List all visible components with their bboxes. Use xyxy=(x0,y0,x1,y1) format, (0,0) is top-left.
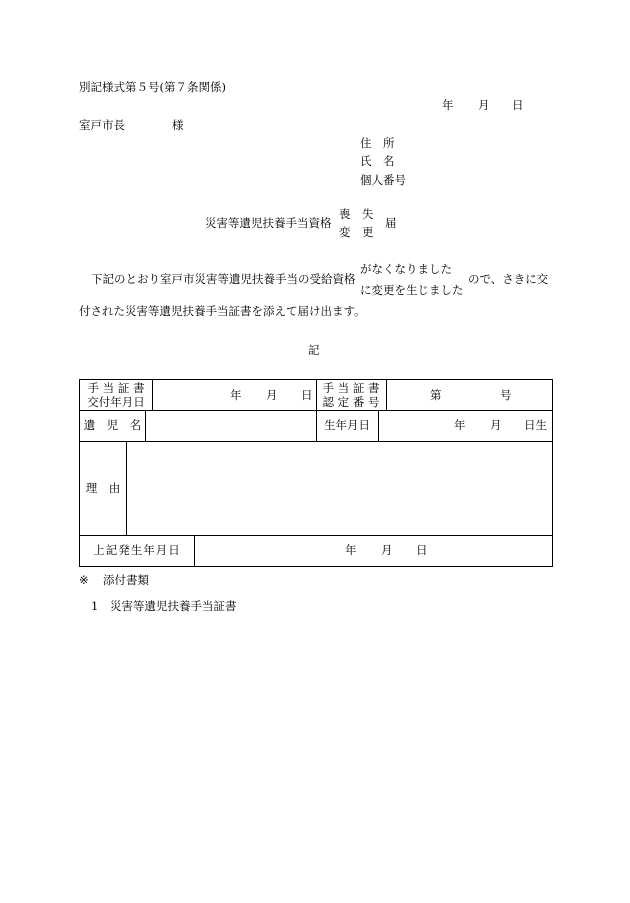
birth-day: 日生 xyxy=(524,418,547,432)
address-label: 住 所 xyxy=(360,136,395,150)
form-title: 災害等遺児扶養手当資格 xyxy=(205,216,332,230)
child-name-label: 遺 児 名 xyxy=(83,418,142,433)
title-option-loss: 喪 失 xyxy=(339,207,374,221)
cert-number-label-line2: 認 定 番 号 xyxy=(322,395,380,409)
cert-date-label-line1: 手 当 証 書 xyxy=(87,380,145,395)
birth-year: 年 xyxy=(454,418,466,432)
id-number-label: 個人番号 xyxy=(360,173,406,187)
body-text-part2: ので、さきに交 xyxy=(468,272,549,286)
title-suffix: 届 xyxy=(385,216,397,230)
cert-date-label-line2: 交付年月日 xyxy=(87,395,145,409)
col-divider xyxy=(145,410,146,441)
occurrence-day: 日 xyxy=(416,543,428,557)
body-text-part1: 下記のとおり室戸市災害等遺児扶養手当の受給資格 xyxy=(91,272,356,286)
body-text-line2: 付された災害等遺児扶養手当証書を添えて届け出ます。 xyxy=(79,304,366,318)
occurrence-year: 年 xyxy=(345,543,357,557)
cert-date-day: 日 xyxy=(301,388,313,402)
reason-label: 理 由 xyxy=(85,480,121,495)
row-divider xyxy=(80,441,552,442)
ki-heading: 記 xyxy=(308,343,320,357)
cert-date-month: 月 xyxy=(266,388,278,402)
birth-month: 月 xyxy=(490,418,502,432)
cert-number-go: 号 xyxy=(500,388,512,402)
occurrence-date-label: 上記発生年月日 xyxy=(93,543,181,558)
col-divider xyxy=(386,380,387,410)
col-divider xyxy=(152,380,153,410)
date-month-label: 月 xyxy=(478,98,490,112)
date-day-label: 日 xyxy=(512,98,524,112)
date-year-label: 年 xyxy=(442,98,454,112)
attachment-item-number: 1 xyxy=(91,599,99,613)
form-number: 別記様式第５号(第７条関係) xyxy=(79,80,226,94)
info-table xyxy=(79,379,553,567)
cert-date-label xyxy=(80,380,152,410)
col-divider xyxy=(194,535,195,566)
name-label: 氏 名 xyxy=(360,154,395,168)
cert-date-year: 年 xyxy=(230,388,242,402)
col-divider xyxy=(378,410,379,441)
addressee: 室戸市長 xyxy=(79,118,125,132)
attachments-heading: 添付書類 xyxy=(103,573,149,587)
cert-number-dai: 第 xyxy=(430,388,442,402)
attachment-item-text: 災害等遺児扶養手当証書 xyxy=(110,599,237,613)
col-divider xyxy=(126,441,127,535)
honorific: 様 xyxy=(172,118,184,132)
cert-number-label xyxy=(316,380,386,410)
note-mark: ※ xyxy=(79,573,89,587)
body-option-lost: がなくなりました xyxy=(360,262,452,276)
occurrence-month: 月 xyxy=(381,543,393,557)
cert-number-label-line1: 手 当 証 書 xyxy=(322,380,380,395)
title-option-change: 変 更 xyxy=(339,225,374,239)
body-option-changed: に変更を生じました xyxy=(360,283,464,297)
birth-date-label: 生年月日 xyxy=(324,418,370,433)
